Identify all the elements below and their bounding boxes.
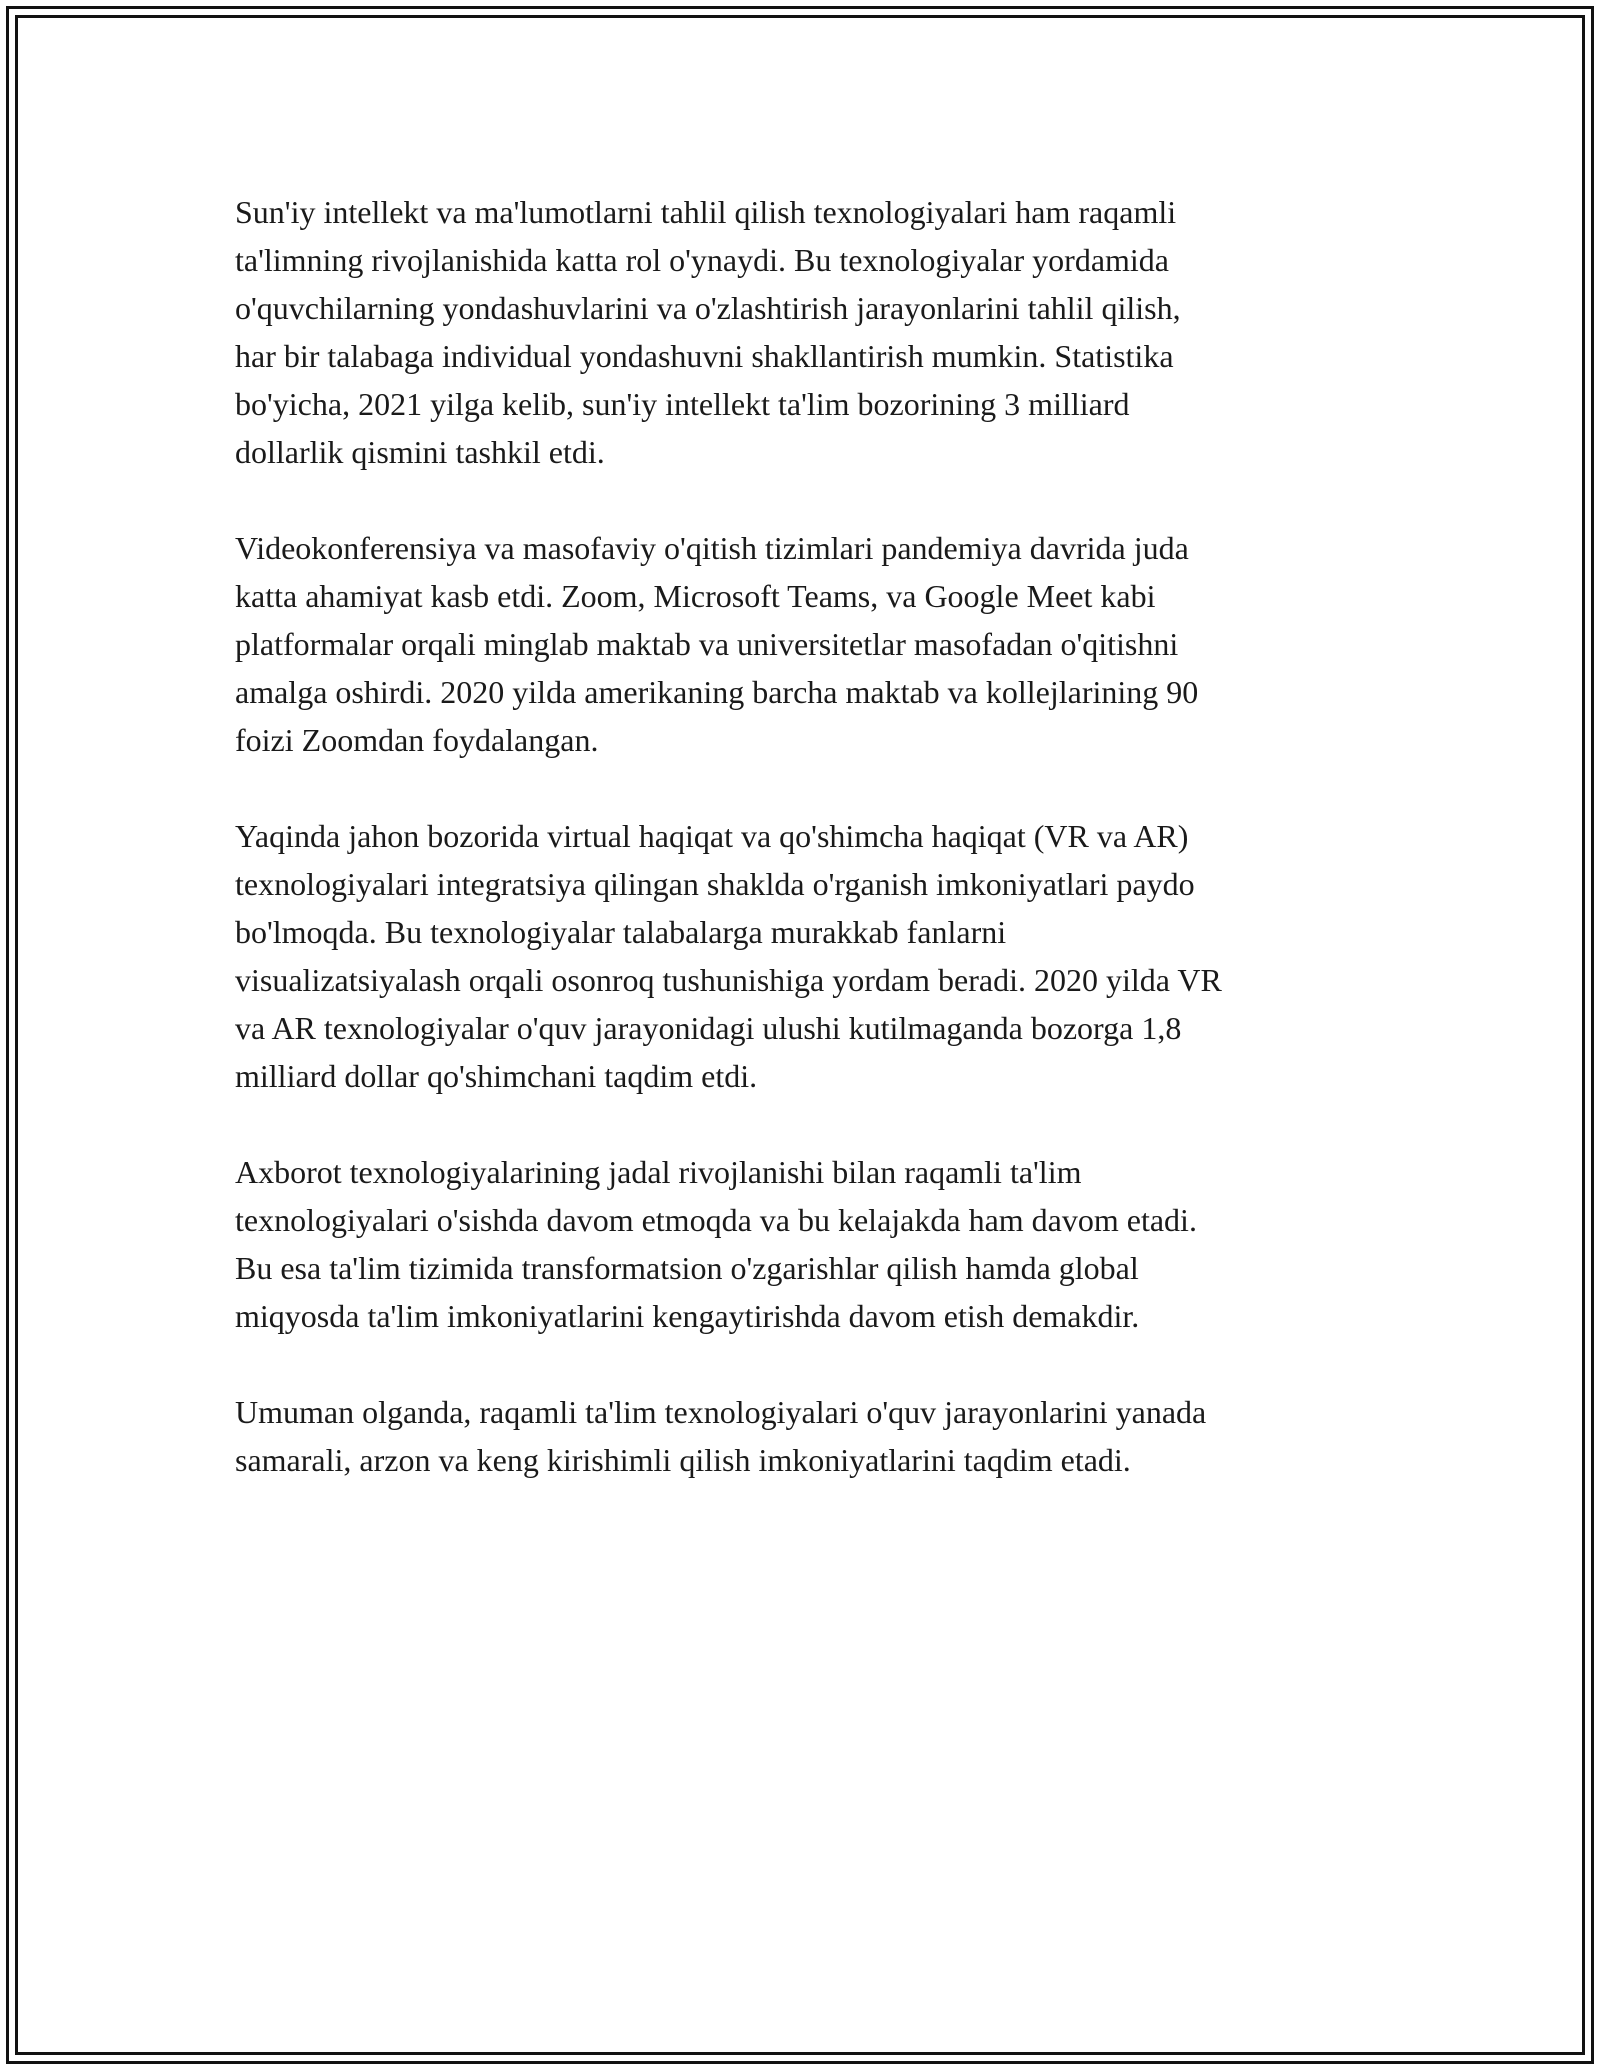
paragraph-vr-ar: Yaqinda jahon bozorida virtual haqiqat va qo'shimcha haqiqat (VR va AR) texnologiyalari integratsiya qilingan shaklda o'rganish imkoniyatlari paydo bo'lmoqda. Bu texnologiyalar talabalarga murakkab fanlarni visualizatsiyalash orqali osonroq tushunishiga yordam beradi. 2020 yilda VR va AR texnologiyalar o'quv jarayonidagi ulushi kutilmaganda bozorga 1,8 milliard dollar qo'shimchani taqdim etdi.	[235, 818, 1222, 1094]
document-body	[235, 188, 1405, 1532]
paragraph-videoconferencing: Videokonferensiya va masofaviy o'qitish tizimlari pandemiya davrida juda katta ahamiyat kasb etdi. Zoom, Microsoft Teams, va Google Meet kabi platformalar orqali minglab maktab va universitetlar masofadan o'qitishni amalga oshirdi. 2020 yilda amerikaning barcha maktab va kollejlarining 90 foizi Zoomdan foydalangan.	[235, 530, 1199, 758]
paragraph-it-development: Axborot texnologiyalarining jadal rivojlanishi bilan raqamli ta'lim texnologiyalari o'sishda davom etmoqda va bu kelajakda ham davom etadi. Bu esa ta'lim tizimida transformatsion o'zgarishlar qilish hamda global miqyosda ta'lim imkoniyatlarini kengaytirishda davom etish demakdir.	[235, 1154, 1197, 1334]
paragraph-conclusion: Umuman olganda, raqamli ta'lim texnologiyalari o'quv jarayonlarini yanada samarali, arzon va keng kirishimli qilish imkoniyatlarini taqdim etadi.	[235, 1394, 1207, 1478]
paragraph-ai-analytics: Sun'iy intellekt va ma'lumotlarni tahlil qilish texnologiyalari ham raqamli ta'limning rivojlanishida katta rol o'ynaydi. Bu texnologiyalar yordamida o'quvchilarning yondashuvlarini va o'zlashtirish jarayonlarini tahlil qilish, har bir talabaga individual yondashuvni shakllantirish mumkin. Statistika bo'yicha, 2021 yilga kelib, sun'iy intellekt ta'lim bozorining 3 milliard dollarlik qismini tashkil etdi.	[235, 194, 1181, 470]
